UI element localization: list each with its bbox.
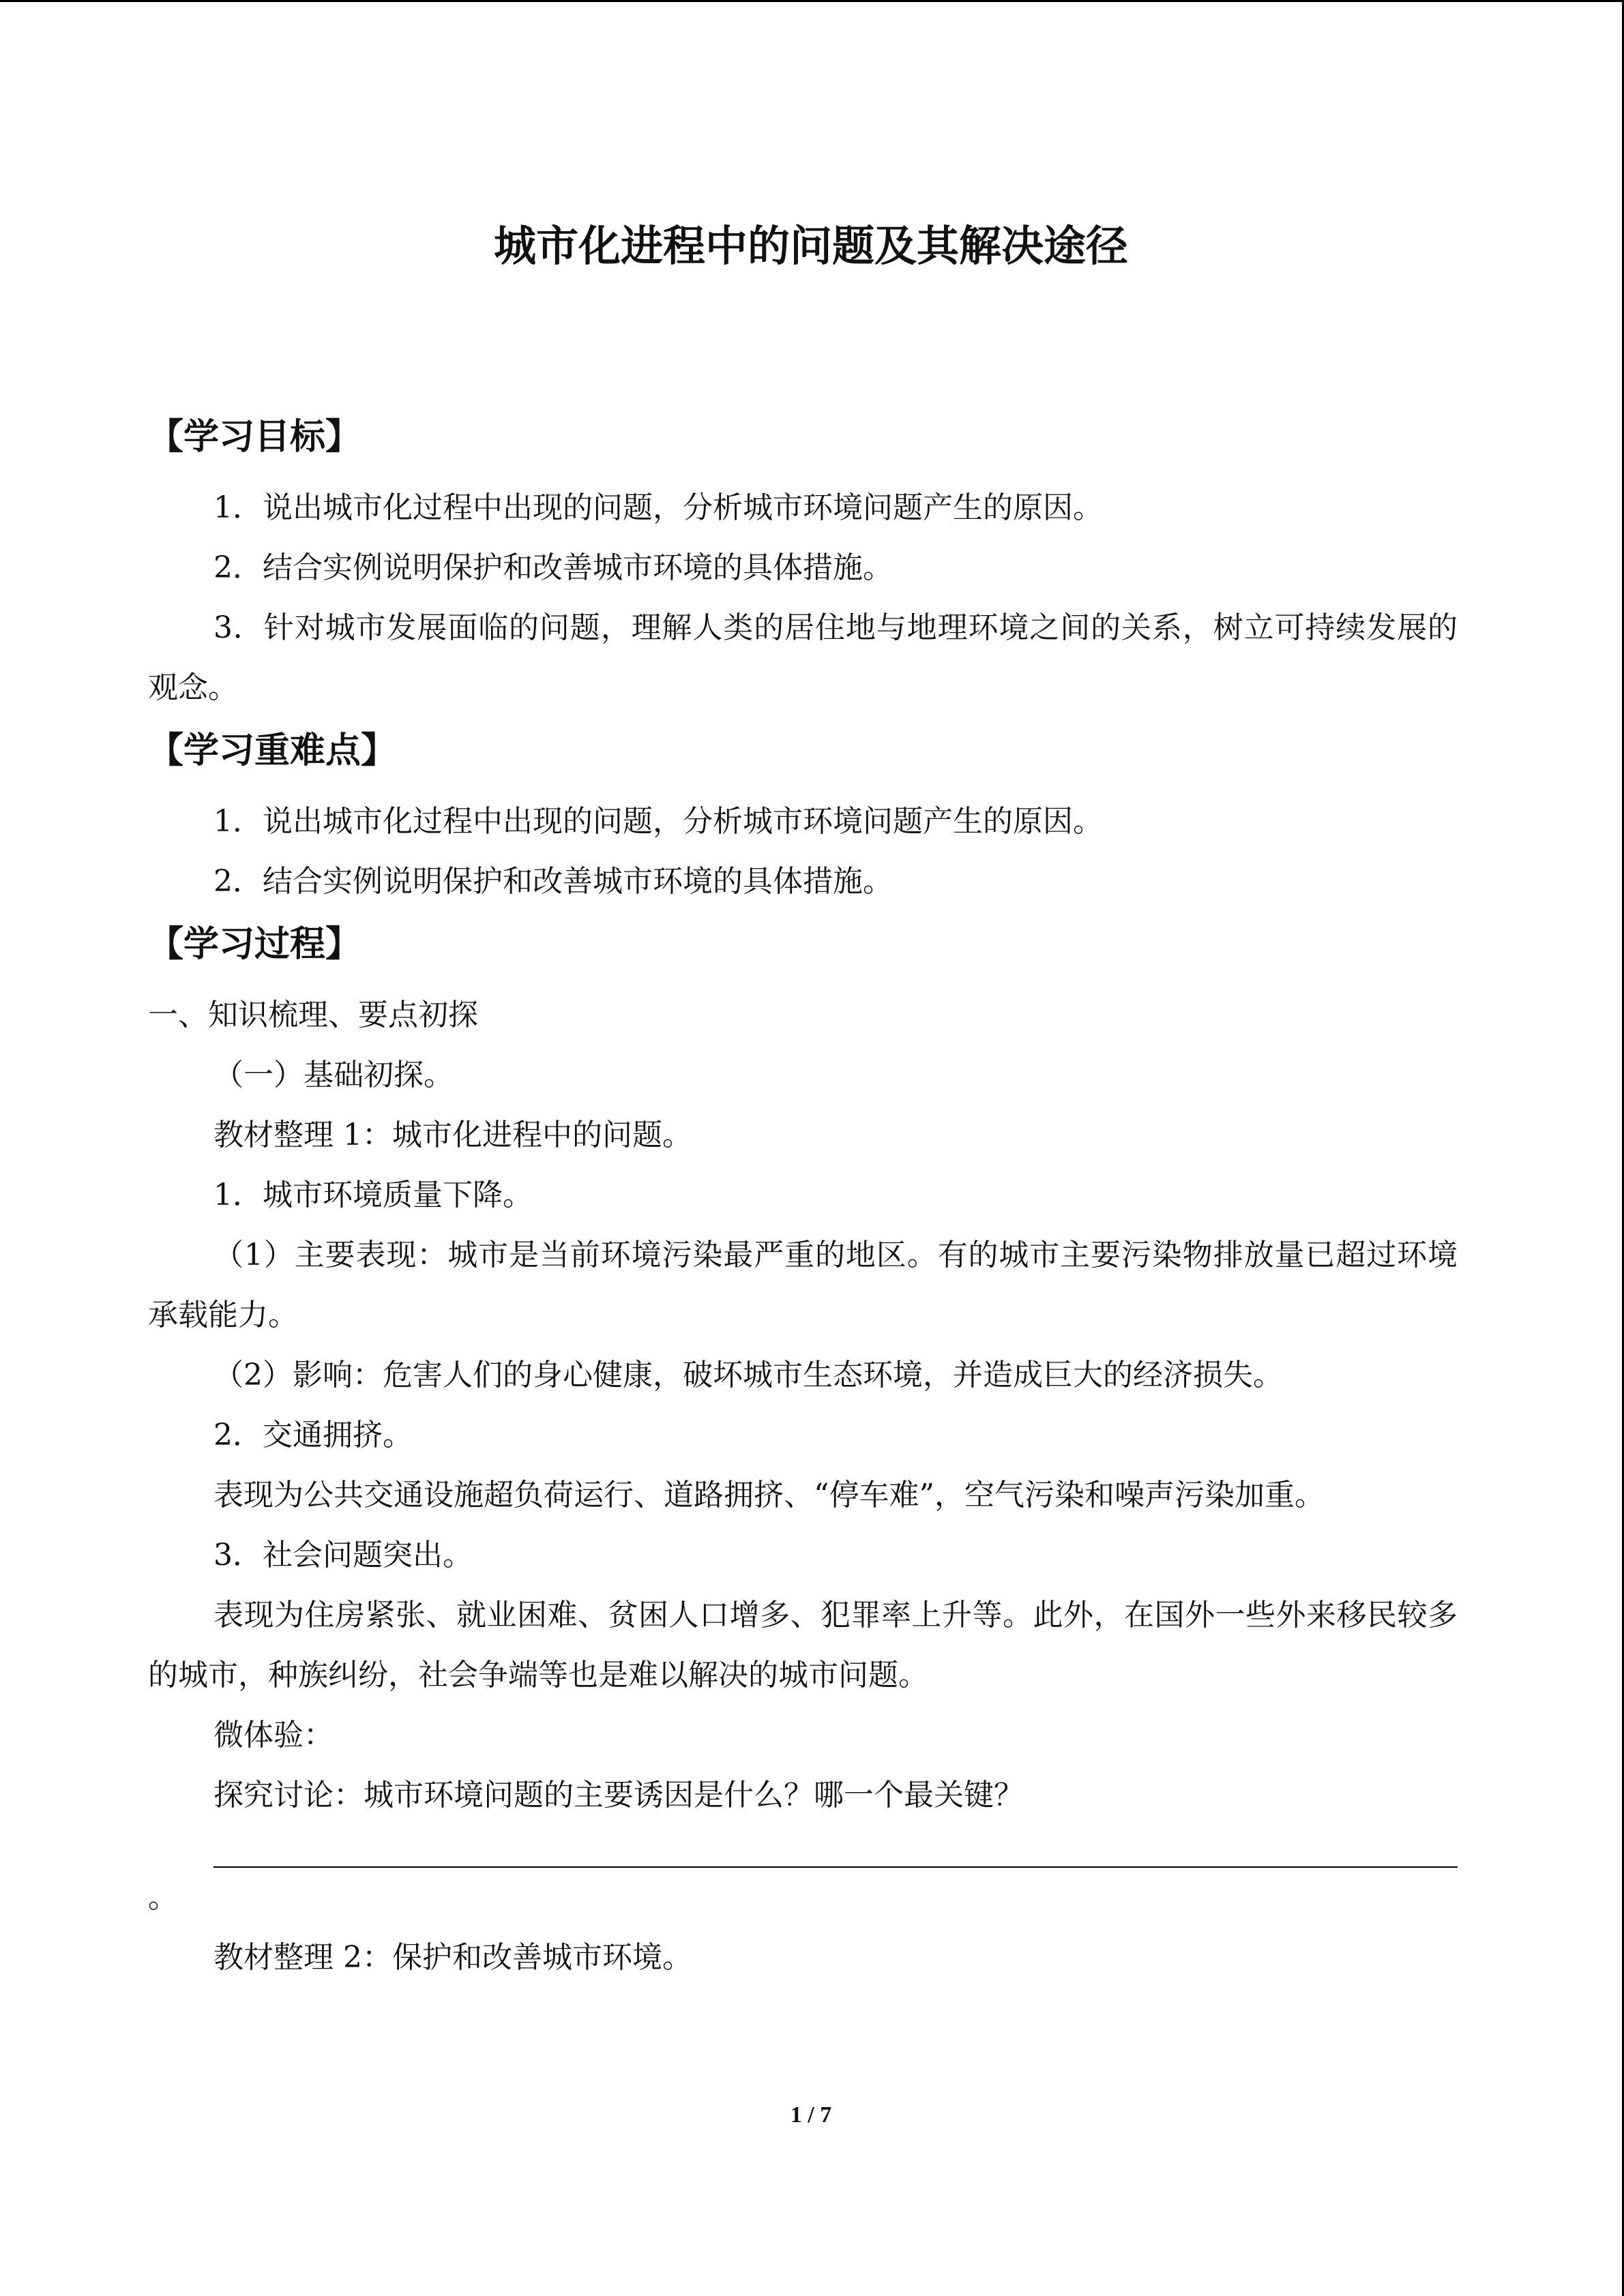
line-end-mark: 。 [148,1880,178,1915]
heading-process: 【学习过程】 [148,923,361,965]
answer-blank-line[interactable] [213,1825,1458,1868]
document-title: 城市化进程中的问题及其解决途径 [493,221,1128,271]
paragraph: 1．城市环境质量下降。 [213,1178,533,1212]
page-number: 1 / 7 [790,2102,832,2128]
sub-title: （一）基础初探。 [213,1058,454,1092]
key-point-item: 1．说出城市化过程中出现的问题，分析城市环境问题产生的原因。 [213,804,1103,839]
paragraph: 表现为公共交通设施超负荷运行、道路拥挤、“停车难”，空气污染和噪声污染加重。 [213,1478,1325,1512]
paragraph: 表现为住房紧张、就业困难、贫困人口增多、犯罪率上升等。此外，在国外一些外来移民较多的城市，种族纠纷，社会争端等也是难以解决的城市问题。 [148,1598,1458,1693]
paragraph: （2）影响：危害人们的身心健康，破坏城市生态环境，并造成巨大的经济损失。 [213,1358,1283,1392]
paragraph: 微体验： [213,1718,334,1753]
paragraph: 3．社会问题突出。 [213,1538,473,1572]
objective-item: 3．针对城市发展面临的问题，理解人类的居住地与地理环境之间的关系，树立可持续发展的观念。 [148,610,1458,705]
material-title: 教材整理 2：保护和改善城市环境。 [213,1940,692,1975]
material-title: 教材整理 1：城市化进程中的问题。 [213,1118,692,1152]
heading-objectives: 【学习目标】 [148,416,361,458]
discussion-question: 探究讨论：城市环境问题的主要诱因是什么？哪一个最关键？ [213,1778,1024,1813]
key-point-item: 2．结合实例说明保护和改善城市环境的具体措施。 [213,864,893,899]
objective-item: 1．说出城市化过程中出现的问题，分析城市环境问题产生的原因。 [213,490,1103,525]
heading-key-points: 【学习重难点】 [148,730,397,771]
paragraph: 2．交通拥挤。 [213,1418,413,1452]
paragraph: （1）主要表现：城市是当前环境污染最严重的地区。有的城市主要污染物排放量已超过环境承载能力。 [148,1238,1458,1332]
part-title: 一、知识梳理、要点初探 [148,998,478,1032]
document-body [148,404,1458,1988]
objective-item: 2．结合实例说明保护和改善城市环境的具体措施。 [213,550,893,585]
